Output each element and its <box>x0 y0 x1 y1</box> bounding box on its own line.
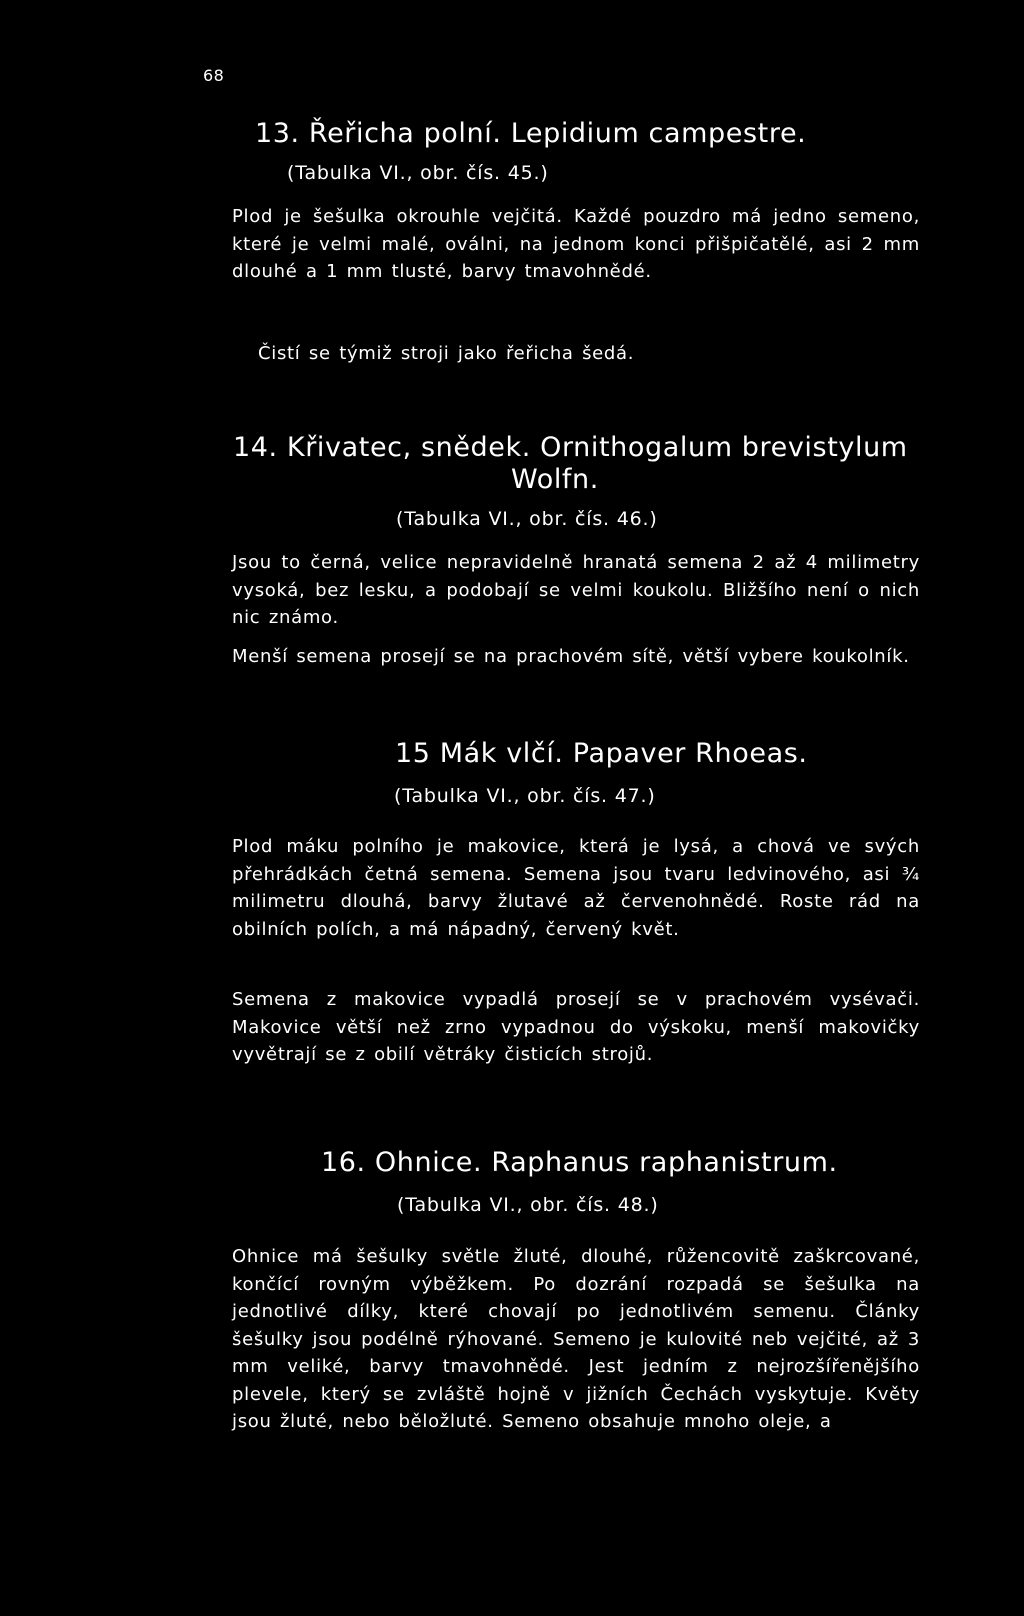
section-15-paragraph-2: Semena z makovice vypadlá prosejí se v prachovém vysévači. Makovice větší než zrno vypadnou do výskoku, menší makovičky vyvětrají se z obilí větráky čisticích strojů. <box>232 989 920 1065</box>
section-13-paragraph-2: Čistí se týmiž stroji jako řeřicha šedá. <box>258 343 635 364</box>
section-16-table-ref: (Tabulka VI., obr. čís. 48.) <box>397 1194 659 1216</box>
section-15-heading: 15 Mák vlčí. Papaver Rhoeas. <box>395 738 808 769</box>
section-13-heading: 13. Řeřicha polní. Lepidium campestre. <box>255 118 807 149</box>
section-14-heading-author: Wolfn. <box>511 464 599 495</box>
section-16-heading: 16. Ohnice. Raphanus raphanistrum. <box>321 1147 838 1178</box>
section-15-paragraph-1: Plod máku polního je makovice, která je lysá, a chová ve svých přehrádkách četná semena. Semena jsou tvaru ledvinového, asi ¾ milimetru dlouhá, barvy žlutavé až červenohnědé. Roste rád na obilních polích, a má nápadný, červený květ. <box>232 836 920 940</box>
section-15-table-ref: (Tabulka VI., obr. čís. 47.) <box>394 785 656 807</box>
page-number: 68 <box>203 66 225 85</box>
section-13-paragraph-1: Plod je šešulka okrouhle vejčitá. Každé pouzdro má jedno semeno, které je velmi malé, oválni, na jednom konci přišpičatělé, asi 2 mm dlouhé a 1 mm tlusté, barvy tmavohnědé. <box>232 206 920 282</box>
section-14-paragraph-1: Jsou to černá, velice nepravidelně hranatá semena 2 až 4 milimetry vysoká, bez lesku, a podobají se velmi koukolu. Bližšího není o nich nic známo. <box>232 552 920 628</box>
section-14-table-ref: (Tabulka VI., obr. čís. 46.) <box>396 508 658 530</box>
section-16-paragraph-1: Ohnice má šešulky světle žluté, dlouhé, růžencovitě zaškrcované, končící rovným výběžkem. Po dozrání rozpadá se šešulka na jednotlivé dílky, které chovají po jednotlivém semenu. Články šešulky jsou podélně rýhované. Semeno je kulovité neb vejčité, až 3 mm veliké, barvy tmavohnědé. Jest jedním z nejrozšířenějšího plevele, který se zvláště hojně v jižních Čechách vyskytuje. Květy jsou žluté, nebo běložluté. Semeno obsahuje mnoho oleje, a <box>232 1246 920 1432</box>
section-14-heading: 14. Křivatec, snědek. Ornithogalum brevistylum <box>233 432 908 463</box>
section-13-table-ref: (Tabulka VI., obr. čís. 45.) <box>287 162 549 184</box>
section-14-paragraph-2: Menší semena prosejí se na prachovém sítě, větší vybere koukolník. <box>232 646 910 667</box>
